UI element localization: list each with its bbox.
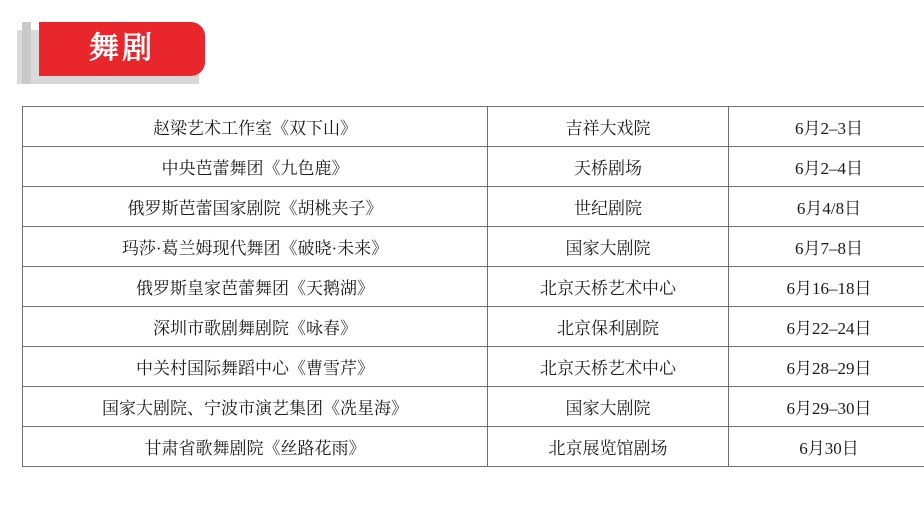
cell-performance-title: 俄罗斯皇家芭蕾舞团《天鹅湖》: [23, 267, 488, 307]
table-row: [23, 427, 924, 467]
cell-venue: 天桥剧场: [488, 147, 729, 187]
cell-date: 6月22–24日: [729, 307, 924, 347]
cell-performance-title: 中关村国际舞蹈中心《曹雪芹》: [23, 347, 488, 387]
table-row: [23, 387, 924, 427]
cell-performance-title: 赵梁艺术工作室《双下山》: [23, 107, 488, 147]
schedule-table-body: [23, 107, 924, 467]
cell-venue: 世纪剧院: [488, 187, 729, 227]
section-title-tag: [39, 22, 205, 76]
cell-date: 6月28–29日: [729, 347, 924, 387]
cell-date: 6月4/8日: [729, 187, 924, 227]
cell-venue: 北京天桥艺术中心: [488, 347, 729, 387]
table-row: [23, 267, 924, 307]
cell-date: 6月2–4日: [729, 147, 924, 187]
cell-venue: 国家大剧院: [488, 227, 729, 267]
cell-performance-title: 甘肃省歌舞剧院《丝路花雨》: [23, 427, 488, 467]
cell-date: 6月29–30日: [729, 387, 924, 427]
cell-performance-title: 国家大剧院、宁波市演艺集团《冼星海》: [23, 387, 488, 427]
cell-venue: 北京天桥艺术中心: [488, 267, 729, 307]
cell-date: 6月30日: [729, 427, 924, 467]
schedule-table-wrapper: [22, 106, 902, 467]
cell-date: 6月16–18日: [729, 267, 924, 307]
table-row: [23, 187, 924, 227]
cell-venue: 国家大剧院: [488, 387, 729, 427]
schedule-table: [22, 106, 924, 467]
table-row: [23, 307, 924, 347]
cell-performance-title: 中央芭蕾舞团《九色鹿》: [23, 147, 488, 187]
table-row: [23, 147, 924, 187]
cell-venue: 吉祥大戏院: [488, 107, 729, 147]
header-accent-bar: [22, 22, 31, 84]
cell-performance-title: 玛莎·葛兰姆现代舞团《破晓·未来》: [23, 227, 488, 267]
cell-performance-title: 深圳市歌剧舞剧院《咏春》: [23, 307, 488, 347]
table-row: [23, 227, 924, 267]
page-title: 舞剧: [89, 32, 155, 65]
cell-performance-title: 俄罗斯芭蕾国家剧院《胡桃夹子》: [23, 187, 488, 227]
table-row: [23, 107, 924, 147]
cell-date: 6月2–3日: [729, 107, 924, 147]
cell-venue: 北京保利剧院: [488, 307, 729, 347]
table-row: [23, 347, 924, 387]
cell-date: 6月7–8日: [729, 227, 924, 267]
header: [22, 22, 39, 84]
cell-venue: 北京展览馆剧场: [488, 427, 729, 467]
